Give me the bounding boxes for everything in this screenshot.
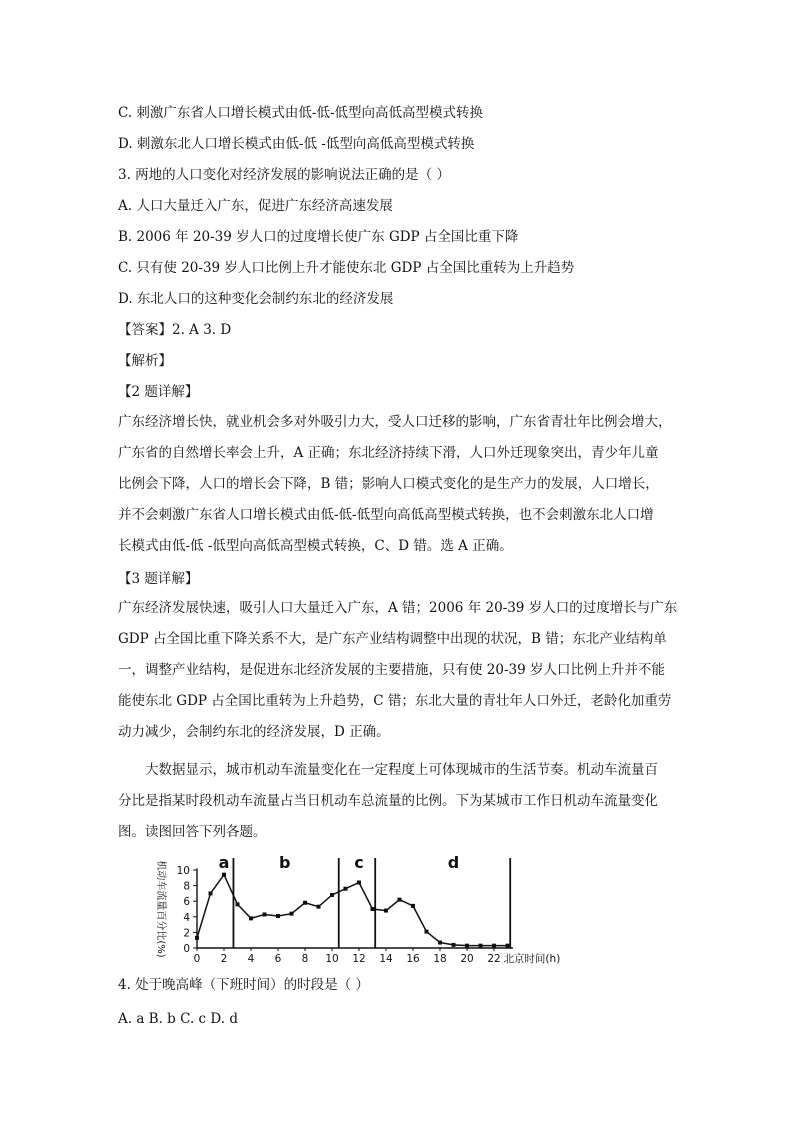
q3-option-a: A. 人口大量迁入广东，促进广东经济高速发展 (118, 198, 393, 214)
q3-detail-label: 【3 题详解】 (118, 571, 199, 587)
x-tick-label: 4 (247, 953, 255, 965)
x-tick-label: 0 (193, 953, 201, 965)
period-label: d (447, 853, 460, 872)
data-point (398, 898, 402, 902)
answer: 【答案】2. A 3. D (118, 322, 232, 338)
x-tick-label: 16 (406, 953, 420, 965)
x-tick-label: 14 (379, 953, 393, 965)
q2-detail-line: 并不会刺激广东省人口增长模式由低-低-低型向高低高型模式转换，也不会刺激东北人口增 (118, 507, 654, 523)
y-tick-label: 8 (183, 880, 190, 893)
data-point (357, 880, 361, 884)
q3-detail-line: GDP 占全国比重下降关系不大，是广东产业结构调整中出现的状况，B 错；东北产业结构单 (118, 631, 667, 647)
intro-line: 图。读图回答下列各题。 (118, 824, 267, 840)
period-label: c (354, 853, 364, 872)
q3-option-c: C. 只有使 20-39 岁人口比例上升才能使东北 GDP 占全国比重转为上升趋势 (118, 260, 575, 276)
q2-detail-line: 比例会下降，人口的增长会下降，B 错；影响人口模式变化的是生产力的发展，人口增长， (118, 476, 659, 492)
q4-options: A. a B. b C. c D. d (118, 1011, 238, 1027)
intro-line: 大数据显示，城市机动车流量变化在一定程度上可体现城市的生活节奏。机动车流量百 (145, 762, 658, 778)
data-point (249, 916, 253, 920)
data-point (425, 930, 429, 934)
x-tick-label: 8 (301, 953, 309, 965)
data-point (317, 905, 321, 909)
data-point (276, 914, 280, 918)
y-tick-label: 2 (183, 927, 190, 940)
y-tick-label: 6 (183, 896, 190, 909)
intro-text (118, 755, 684, 848)
data-point (411, 904, 415, 908)
q3-option-b: B. 2006 年 20-39 岁人口的过度增长使广东 GDP 占全国比重下降 (118, 229, 519, 245)
q3-option-d: D. 东北人口的这种变化会制约东北的经济发展 (118, 291, 394, 307)
data-point (209, 891, 213, 895)
q1-option-d: D. 刺激东北人口增长模式由低-低 -低型向高低高型模式转换 (118, 136, 475, 152)
q1-option-c: C. 刺激广东省人口增长模式由低-低-低型向高低高型模式转换 (118, 105, 484, 121)
q3-stem: 3. 两地的人口变化对经济发展的影响说法正确的是（ ） (118, 167, 450, 183)
data-point (290, 912, 294, 916)
y-tick-label: 4 (183, 911, 190, 924)
data-point (222, 873, 226, 877)
y-tick-label: 10 (176, 865, 190, 877)
q2-detail-line: 广东省的自然增长率会上升，A 正确；东北经济持续下滑，人口外迁现象突出，青少年儿童 (118, 445, 659, 461)
data-point (465, 944, 469, 948)
period-label: b (279, 853, 291, 872)
q3-detail-line: 一，调整产业结构，是促进东北经济发展的主要措施，只有使 20-39 岁人口比例上升并不能 (118, 662, 665, 678)
q2-detail-text (118, 407, 684, 562)
data-point (506, 944, 510, 948)
q3-detail-text (118, 593, 684, 748)
x-tick-label: 22 (487, 953, 501, 965)
data-point (263, 912, 267, 916)
data-point (236, 902, 240, 906)
intro-line: 分比是指某时段机动车流量占当日机动车总流量的比例。下为某城市工作日机动车流量变化 (118, 793, 658, 809)
data-point (371, 907, 375, 911)
series-line (197, 875, 508, 946)
x-tick-label: 6 (274, 953, 282, 965)
q4-stem: 4. 处于晚高峰（下班时间）的时段是（ ） (118, 977, 369, 993)
analysis-label: 【解析】 (118, 353, 172, 369)
period-label: a (218, 853, 230, 872)
q2-detail-line: 长模式由低-低 -低型向高低高型模式转换，C、D 错。选 A 正确。 (118, 538, 513, 554)
data-point (492, 944, 496, 948)
data-point (330, 893, 334, 897)
data-point (438, 941, 442, 945)
q2-detail-label: 【2 题详解】 (118, 384, 199, 400)
y-tick-label: 0 (183, 943, 190, 955)
data-point (479, 944, 483, 948)
data-point (452, 943, 456, 947)
x-tick-label: 12 (352, 953, 366, 965)
x-axis-label: 北京时间(h) (503, 953, 561, 965)
data-point (344, 887, 348, 891)
data-point (303, 901, 307, 905)
q3-detail-line: 能使东北 GDP 占全国比重转为上升趋势，C 错；东北大量的青壮年人口外迁，老龄化加重劳 (118, 693, 672, 709)
x-tick-label: 18 (433, 953, 447, 965)
q3-detail-line: 动力减少，会制约东北的经济发展，D 正确。 (118, 724, 390, 740)
x-tick-label: 10 (325, 953, 339, 965)
q2-detail-line: 广东经济增长快，就业机会多对外吸引力大，受人口迁移的影响，广东省青壮年比例会增大， (118, 414, 672, 430)
traffic-flow-chart (140, 848, 610, 968)
x-tick-label: 20 (460, 953, 474, 965)
x-tick-label: 2 (220, 953, 228, 965)
y-axis-label: 机动车流量百分比(%) (155, 860, 166, 958)
data-point (384, 909, 388, 913)
data-point (195, 936, 199, 940)
q3-detail-line: 广东经济发展快速，吸引人口大量迁入广东，A 错；2006 年 20-39 岁人口的过度增长与广东 (118, 600, 678, 616)
